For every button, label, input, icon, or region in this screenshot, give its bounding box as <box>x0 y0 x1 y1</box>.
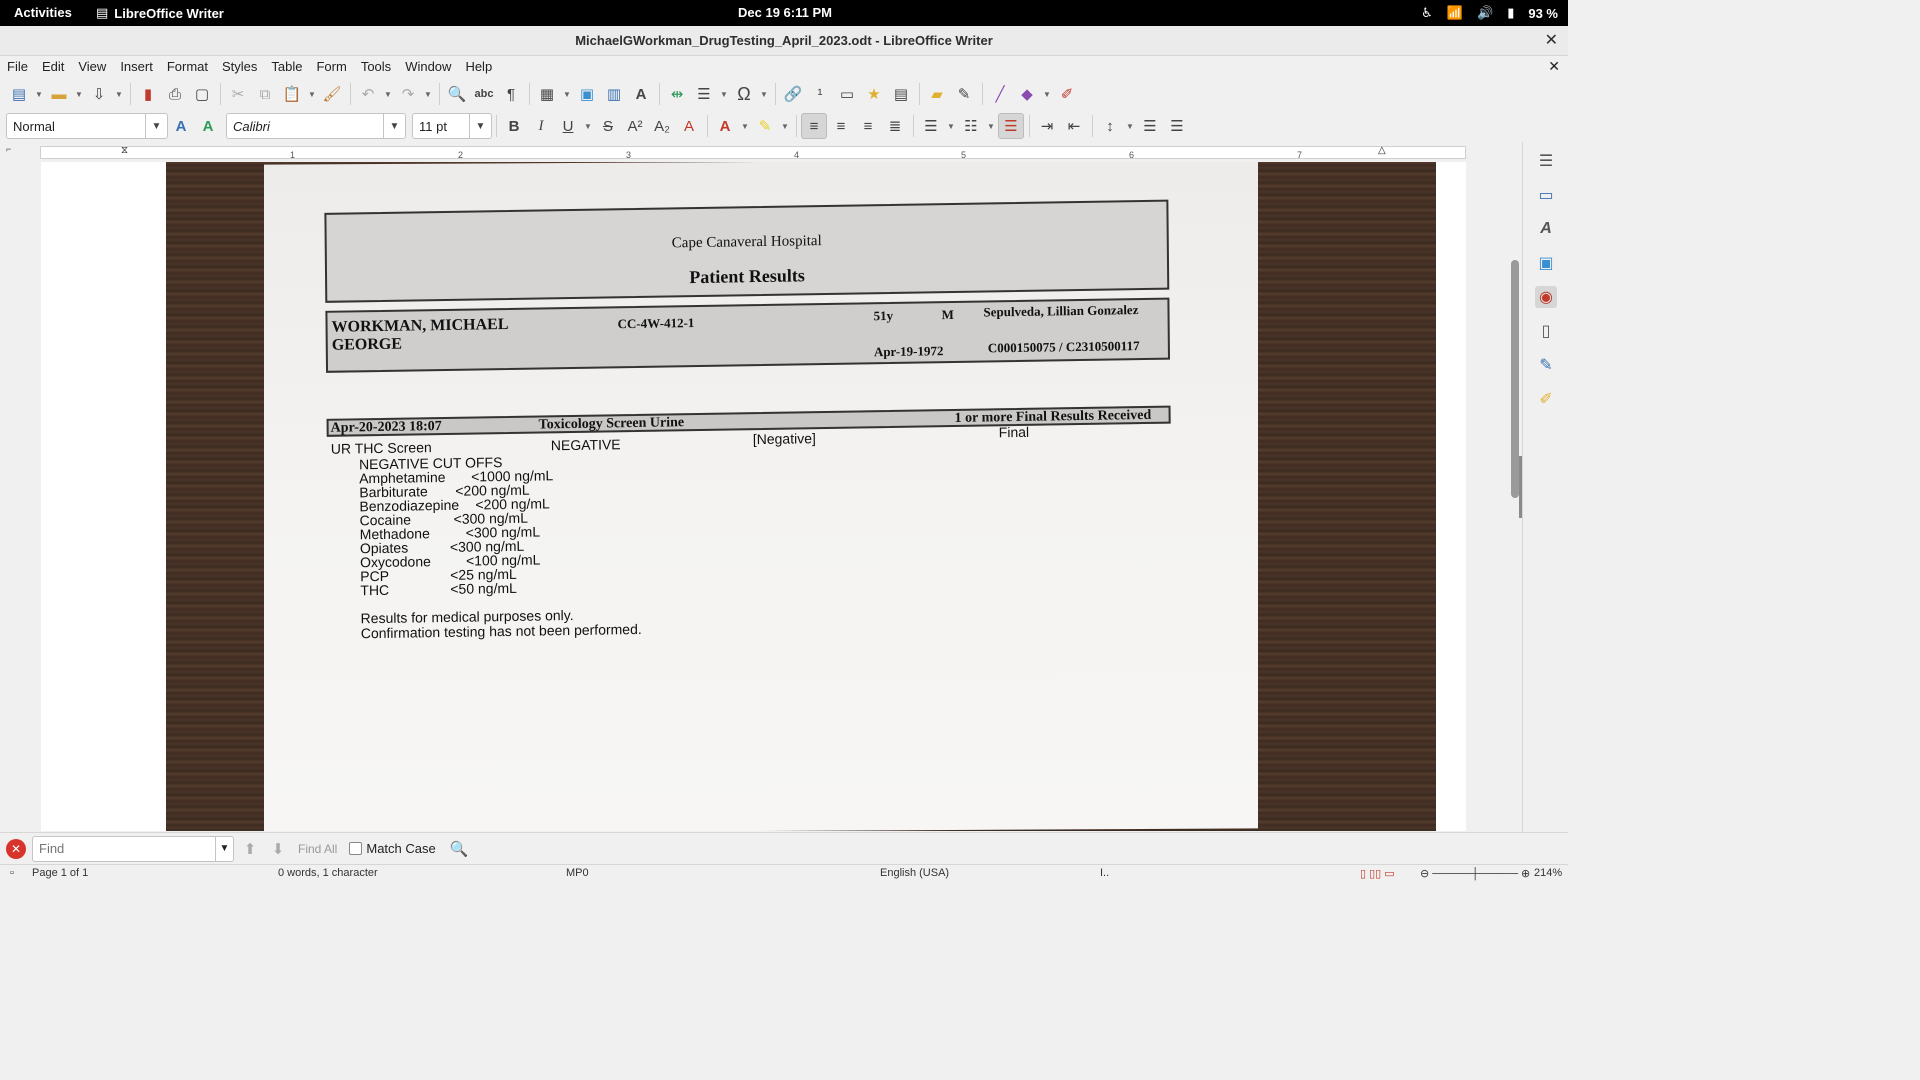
bookmark-icon[interactable]: ★ <box>867 86 881 103</box>
field-dropdown-icon[interactable]: ▼ <box>720 89 728 99</box>
collection-datetime: Apr-20-2023 18:07 <box>330 419 442 436</box>
tab-stop-icon[interactable]: ⌐ <box>6 144 12 154</box>
result-value: NEGATIVE <box>550 436 621 454</box>
sidebar-menu-icon[interactable]: ☰ <box>1538 153 1554 170</box>
formatting-toolbar <box>0 110 1568 142</box>
track-changes-icon[interactable]: ✎ <box>957 86 971 103</box>
ruler-tick: 3 <box>626 150 632 160</box>
close-find-bar-icon[interactable]: ✕ <box>6 839 26 859</box>
comment-icon[interactable]: ▰ <box>931 86 943 103</box>
patient-info-box <box>325 298 1170 373</box>
toolbar-separator <box>350 83 351 105</box>
result-reference: [Negative] <box>752 430 816 448</box>
update-style-icon[interactable]: A <box>175 117 187 135</box>
formatting-marks-icon[interactable]: ¶ <box>506 85 516 103</box>
clock[interactable]: Dec 19 6:11 PM <box>738 5 832 20</box>
find-replace-icon[interactable]: 🔍 <box>447 86 467 103</box>
toolbar-separator <box>496 115 497 137</box>
toolbar-separator <box>1092 115 1093 137</box>
patient-name-line1: WORKMAN, MICHAEL <box>331 315 509 336</box>
cut-icon[interactable]: ✂ <box>231 86 245 103</box>
draw-functions-icon[interactable]: ✐ <box>1060 86 1074 103</box>
document-page[interactable] <box>41 162 1466 831</box>
cutoff-drug: Opiates <box>359 539 409 557</box>
chevron-down-icon[interactable]: ▼ <box>145 114 167 138</box>
italic-icon[interactable]: I <box>538 117 544 134</box>
font-size-value: 11 pt <box>419 118 447 134</box>
special-char-dropdown-icon[interactable]: ▼ <box>760 89 768 99</box>
clear-formatting-icon[interactable]: A <box>683 117 694 135</box>
font-color-icon[interactable]: A <box>719 117 731 135</box>
cutoff-limit: <100 ng/mL <box>465 551 541 569</box>
insert-field-icon[interactable]: ☰ <box>697 86 711 103</box>
cutoff-limit: <25 ng/mL <box>450 565 517 583</box>
cutoff-drug: Benzodiazepine <box>359 496 460 515</box>
toolbar-separator <box>919 83 920 105</box>
volume-icon: 🔊 <box>1477 5 1494 20</box>
document-canvas[interactable] <box>0 162 1508 831</box>
cutoff-limit: <200 ng/mL <box>475 495 550 513</box>
language-status[interactable]: English (USA) <box>880 867 950 879</box>
page-icon[interactable]: ▯ <box>1541 323 1551 340</box>
cross-reference-icon[interactable]: ▤ <box>893 86 909 103</box>
paragraph-style-value: Normal <box>13 118 55 134</box>
copy-icon[interactable]: ⧉ <box>259 85 271 103</box>
menu-styles[interactable]: Styles <box>222 59 258 74</box>
cutoff-limit: <50 ng/mL <box>450 579 517 597</box>
view-layout-icon[interactable]: ▯ ▯▯ ▭ <box>1360 868 1395 880</box>
menu-insert[interactable]: Insert <box>120 59 153 74</box>
attending-physician: Sepulveda, Lillian Gonzalez <box>983 302 1139 320</box>
close-document-icon[interactable]: ✕ <box>1548 58 1560 74</box>
right-indent-marker-icon[interactable]: △ <box>1378 145 1386 156</box>
match-case-checkbox[interactable] <box>349 841 435 856</box>
disclaimer-line1: Results for medical purposes only. <box>360 606 574 627</box>
menu-format[interactable]: Format <box>166 59 208 74</box>
cutoff-drug: Methadone <box>359 525 430 543</box>
undo-dropdown-icon[interactable]: ▼ <box>384 89 392 99</box>
word-count[interactable]: 0 words, 1 character <box>278 867 378 879</box>
table-dropdown-icon[interactable]: ▼ <box>563 89 571 99</box>
chevron-down-icon[interactable]: ▼ <box>215 837 233 861</box>
checkbox-box[interactable] <box>349 842 362 855</box>
document-status-icon: ▫ <box>10 867 14 879</box>
save-icon[interactable]: ⇩ <box>92 86 106 103</box>
new-style-icon[interactable]: A <box>202 117 214 135</box>
toolbar-separator <box>529 83 530 105</box>
cutoff-drug: Cocaine <box>359 511 412 529</box>
activities-button[interactable]: Activities <box>14 5 72 20</box>
paste-icon[interactable]: 📋 <box>282 86 302 103</box>
clone-formatting-icon[interactable]: 🖌 <box>322 86 342 103</box>
find-toolbar <box>0 832 1568 864</box>
standard-toolbar <box>0 78 1568 110</box>
highlight-icon[interactable]: ✎ <box>758 118 772 135</box>
ordered-list-icon[interactable]: ☷ <box>964 118 978 135</box>
ruler-bar <box>40 146 1466 159</box>
sidebar-deck <box>1522 142 1568 832</box>
cutoff-drug: Amphetamine <box>359 468 446 487</box>
font-name-select[interactable] <box>226 113 406 139</box>
page-break-icon[interactable]: ⇹ <box>670 86 684 103</box>
paste-dropdown-icon[interactable]: ▼ <box>308 89 316 99</box>
system-top-bar <box>0 0 1568 26</box>
menu-view[interactable]: View <box>78 59 107 74</box>
undo-icon[interactable]: ↶ <box>361 86 375 103</box>
new-dropdown-icon[interactable]: ▼ <box>35 89 43 99</box>
find-input-combo[interactable] <box>32 836 234 862</box>
mp-status: MP0 <box>566 867 589 879</box>
toolbar-separator <box>130 83 131 105</box>
gallery-icon[interactable]: ▣ <box>1538 255 1554 272</box>
font-name-value: Calibri <box>233 118 270 134</box>
account-numbers: C000150075 / C2310500117 <box>987 338 1140 356</box>
cutoff-limit: <300 ng/mL <box>453 509 529 527</box>
footnote-icon[interactable]: ¹ <box>817 85 823 103</box>
cutoff-drug: THC <box>360 581 390 599</box>
insert-table-icon[interactable]: ▦ <box>539 86 555 103</box>
window-title-bar <box>0 26 1568 56</box>
window-close-button[interactable]: ✕ <box>1544 32 1558 49</box>
save-dropdown-icon[interactable]: ▼ <box>115 89 123 99</box>
menu-file[interactable]: File <box>7 59 28 74</box>
menu-edit[interactable]: Edit <box>41 59 65 74</box>
indent-marker-icon[interactable]: ⧖ <box>121 145 129 156</box>
cutoff-limit: <300 ng/mL <box>449 537 525 555</box>
app-menu-label: LibreOffice Writer <box>114 5 224 21</box>
toolbar-separator <box>775 83 776 105</box>
superscript-icon[interactable]: A² <box>627 117 643 135</box>
app-menu[interactable] <box>96 5 224 21</box>
find-replace-icon[interactable]: 🔍 <box>449 840 469 858</box>
hospital-name: Cape Canaveral Hospital <box>671 233 822 252</box>
unordered-list-dropdown-icon[interactable]: ▼ <box>947 121 955 131</box>
increase-paragraph-spacing-icon[interactable]: ☰ <box>1143 118 1157 135</box>
new-document-icon[interactable]: ▤ <box>11 86 27 103</box>
document-icon: ▤ <box>96 5 109 20</box>
hospital-header-box <box>324 200 1169 303</box>
cutoff-limit: <200 ng/mL <box>455 481 530 499</box>
toolbar-separator <box>913 115 914 137</box>
line-spacing-dropdown-icon[interactable]: ▼ <box>1126 121 1134 131</box>
no-list-icon[interactable]: ☰ <box>998 113 1024 139</box>
horizontal-ruler[interactable] <box>0 142 1508 162</box>
test-name: Toxicology Screen Urine <box>538 415 685 433</box>
toolbar-separator <box>1029 115 1030 137</box>
style-inspector-icon[interactable]: ✎ <box>1539 357 1553 374</box>
export-pdf-icon[interactable]: ▮ <box>143 86 153 103</box>
cutoff-drug: Oxycodone <box>359 553 431 571</box>
scrollbar-thumb[interactable] <box>1511 260 1519 498</box>
insert-textbox-icon[interactable]: A <box>635 85 647 103</box>
disclaimer-line2: Confirmation testing has not been performed. <box>360 620 642 642</box>
unordered-list-icon[interactable]: ☰ <box>924 118 938 135</box>
accessibility-icon[interactable]: ♿ <box>1421 5 1433 20</box>
menu-window[interactable]: Window <box>405 59 452 74</box>
line-spacing-icon[interactable]: ↕ <box>1106 117 1114 135</box>
decrease-indent-icon[interactable]: ⇤ <box>1067 118 1081 135</box>
font-color-dropdown-icon[interactable]: ▼ <box>741 121 749 131</box>
result-status-header: 1 or more Final Results Received <box>954 407 1152 426</box>
system-tray[interactable] <box>1421 5 1558 21</box>
open-icon[interactable]: ▬ <box>51 85 67 103</box>
selection-mode[interactable]: I.. <box>1100 867 1110 879</box>
date-of-birth: Apr-19-1972 <box>873 343 944 360</box>
patient-sex: M <box>941 306 954 323</box>
redo-dropdown-icon[interactable]: ▼ <box>424 89 432 99</box>
ruler-tick: 4 <box>794 150 800 160</box>
cutoff-limit: <300 ng/mL <box>465 523 541 541</box>
cutoffs-heading: NEGATIVE CUT OFFS <box>358 454 503 473</box>
menu-help[interactable]: Help <box>465 59 493 74</box>
battery-level: 93 % <box>1528 5 1558 21</box>
align-right-icon[interactable]: ≡ <box>863 117 873 135</box>
navigator-icon[interactable]: ◉ <box>1535 286 1557 308</box>
toolbar-separator <box>439 83 440 105</box>
wifi-icon: 📶 <box>1446 5 1464 20</box>
match-case-label: Match Case <box>366 841 436 856</box>
align-center-icon[interactable]: ≡ <box>836 117 846 135</box>
print-preview-icon[interactable]: ▢ <box>194 86 210 103</box>
paper-sheet <box>264 162 1258 831</box>
subscript-icon[interactable]: A₂ <box>654 117 670 135</box>
find-all-button[interactable]: Find All <box>298 841 338 856</box>
cutoff-limit: <1000 ng/mL <box>471 467 554 485</box>
find-next-icon[interactable]: ⬇ <box>271 840 285 858</box>
ruler-tick: 5 <box>961 150 967 160</box>
hyperlink-icon[interactable]: 🔗 <box>783 86 803 103</box>
test-header-bar <box>327 406 1171 437</box>
highlight-dropdown-icon[interactable]: ▼ <box>781 121 789 131</box>
decrease-paragraph-spacing-icon[interactable]: ☰ <box>1170 118 1184 135</box>
toolbar-separator <box>659 83 660 105</box>
strikethrough-icon[interactable]: S <box>602 117 613 135</box>
redo-icon[interactable]: ↷ <box>401 86 415 103</box>
paper-content <box>262 162 1263 831</box>
menu-table[interactable]: Table <box>271 59 303 74</box>
page-count[interactable]: Page 1 of 1 <box>32 867 89 879</box>
ruler-tick: 7 <box>1297 150 1303 160</box>
status-bar <box>0 864 1568 882</box>
align-left-icon[interactable]: ≡ <box>801 113 827 139</box>
ruler-tick: 1 <box>290 150 296 160</box>
result-final-status: Final <box>998 423 1030 441</box>
find-previous-icon[interactable]: ⬆ <box>243 840 257 858</box>
ruler-tick: 2 <box>458 150 464 160</box>
chevron-down-icon[interactable]: ▼ <box>383 114 405 138</box>
window-title: MichaelGWorkman_DrugTesting_April_2023.odt - LibreOffice Writer <box>575 33 993 48</box>
paragraph-style-select[interactable] <box>6 113 168 139</box>
vertical-scrollbar[interactable] <box>1508 142 1522 832</box>
medical-record-number: CC-4W-412-1 <box>617 315 695 332</box>
underline-dropdown-icon[interactable]: ▼ <box>584 121 592 131</box>
cutoff-drug: Barbiturate <box>359 483 428 501</box>
manage-changes-icon[interactable]: ✐ <box>1539 391 1553 408</box>
font-size-select[interactable] <box>412 113 492 139</box>
battery-icon: ▮ <box>1507 5 1515 20</box>
underline-icon[interactable]: U <box>562 117 574 135</box>
bold-icon[interactable]: B <box>508 117 520 135</box>
increase-indent-icon[interactable]: ⇥ <box>1040 118 1054 135</box>
endnote-icon[interactable]: ▭ <box>839 86 855 103</box>
print-icon[interactable]: ⎙ <box>168 85 181 103</box>
toolbar-separator <box>796 115 797 137</box>
chevron-down-icon[interactable]: ▼ <box>469 114 491 138</box>
patient-name-line2: GEORGE <box>331 335 403 354</box>
justify-icon[interactable]: ≣ <box>888 118 902 135</box>
toolbar-separator <box>220 83 221 105</box>
styles-icon[interactable]: A <box>1540 220 1552 237</box>
result-name: UR THC Screen <box>330 439 432 457</box>
spelling-icon[interactable]: abc <box>474 88 494 100</box>
line-icon[interactable]: ╱ <box>995 86 1005 103</box>
find-input[interactable] <box>33 841 215 856</box>
insert-image-icon[interactable]: ▣ <box>579 86 595 103</box>
menu-bar <box>0 56 1568 78</box>
patient-age: 51y <box>873 307 894 324</box>
shapes-dropdown-icon[interactable]: ▼ <box>1043 89 1051 99</box>
special-character-icon[interactable]: Ω <box>737 83 751 104</box>
ruler-tick: 6 <box>1129 150 1135 160</box>
open-dropdown-icon[interactable]: ▼ <box>75 89 83 99</box>
scanned-document-image[interactable] <box>166 162 1436 831</box>
toolbar-separator <box>707 115 708 137</box>
insert-chart-icon[interactable]: ▥ <box>606 86 622 103</box>
cutoff-drug: PCP <box>360 567 390 585</box>
menu-form[interactable]: Form <box>316 59 347 74</box>
report-heading: Patient Results <box>689 265 805 288</box>
ordered-list-dropdown-icon[interactable]: ▼ <box>987 121 995 131</box>
zoom-level[interactable]: 214% <box>1534 867 1563 879</box>
toolbar-separator <box>982 83 983 105</box>
zoom-slider[interactable]: ⊖ ─────┼───── ⊕ <box>1420 868 1531 880</box>
properties-icon[interactable]: ▭ <box>1538 187 1554 204</box>
menu-tools[interactable]: Tools <box>360 59 392 74</box>
basic-shapes-icon[interactable]: ◆ <box>1021 86 1033 103</box>
